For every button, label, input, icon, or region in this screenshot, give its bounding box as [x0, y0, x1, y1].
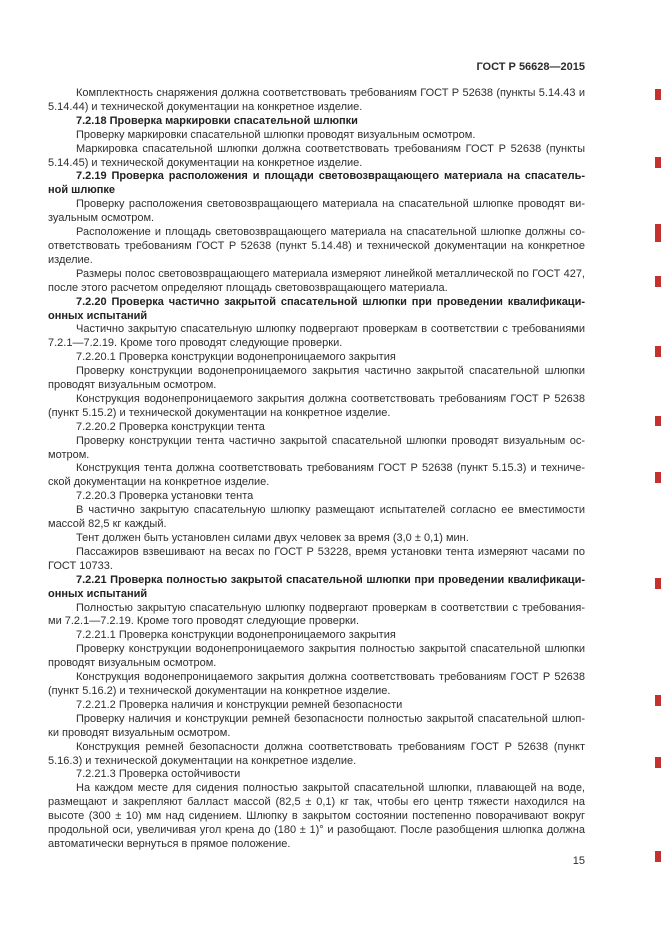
section-heading [48, 115, 585, 129]
paragraph [48, 143, 585, 171]
text-line: проводят визуальным осмотром. [48, 657, 217, 670]
document-code: ГОСТ Р 56628—2015 [476, 61, 585, 73]
paragraph [48, 741, 585, 769]
paragraph [48, 490, 585, 504]
text-line: Проверку конструкции водонепроницаемого закрытия частично закрытой спасательной шлюпки [76, 365, 585, 378]
text-line: 7.2.21.2 Проверка наличия и конструкции ремней безопасности [76, 698, 403, 711]
text-line: В частично закрытую спасательную шлюпку размещают испытателей согласно ее вместимости [76, 504, 585, 517]
scan-edge-mark [655, 346, 661, 357]
paragraph [48, 198, 585, 226]
scan-edge-mark [655, 695, 661, 706]
text-line: ской документации на конкретное изделие. [48, 476, 270, 489]
paragraph [48, 602, 585, 630]
text-line: мотром. [48, 448, 90, 461]
text-line: Конструкция ремней безопасности должна соответствовать требованиям ГОСТ Р 52638 (пункт [76, 740, 585, 753]
document-body [48, 87, 585, 852]
scan-edge-mark [655, 276, 661, 287]
paragraph [48, 323, 585, 351]
text-line: Проверку конструкции водонепроницаемого закрытия полностью закрытой спасательной шлюпки [76, 643, 585, 656]
paragraph [48, 713, 585, 741]
paragraph [48, 87, 585, 115]
text-line: (пункт 5.15.2) и технической документации на конкретное изделие. [48, 406, 391, 419]
text-line: Полностью закрытую спасательную шлюпку подвергают проверкам в соответствии с требования- [76, 601, 585, 614]
text-line: 7.2.18 Проверка маркировки спасательной шлюпки [76, 114, 358, 127]
text-line: 7.2.1—7.2.19. Кроме того проводят следующие проверки. [48, 337, 343, 350]
text-line: ми 7.2.1—7.2.19. Кроме того проводят следующие проверки. [48, 615, 360, 628]
paragraph [48, 782, 585, 852]
paragraph [48, 504, 585, 532]
scan-edge-mark [655, 757, 661, 768]
page-number: 15 [572, 855, 585, 867]
text-line: Проверку расположения световозвращающего материала на спасательной шлюпке проводят ви- [76, 198, 585, 211]
section-heading [48, 574, 585, 602]
text-line: Конструкция водонепроницаемого закрытия должна соответствовать требованиям ГОСТ Р 52638 [76, 392, 585, 405]
paragraph [48, 671, 585, 699]
scan-edge-mark [655, 157, 661, 168]
text-line: Проверку конструкции тента частично закрытой спасательной шлюпки проводят визуальным ос- [76, 434, 585, 447]
text-line: Частично закрытую спасательную шлюпку подвергают проверкам в соответствии с требованиями [76, 323, 585, 336]
text-line: 7.2.21 Проверка полностью закрытой спасательной шлюпки при проведении квалификаци- [76, 573, 585, 586]
scan-edge-mark [655, 851, 661, 862]
text-line: изделие. [48, 253, 93, 266]
text-line: 7.2.21.3 Проверка остойчивости [76, 768, 241, 781]
text-line: Конструкция тента должна соответствовать требованиям ГОСТ Р 52638 (пункт 5.15.3) и техниче- [76, 462, 585, 475]
paragraph [48, 629, 585, 643]
text-line: ГОСТ 10733. [48, 559, 113, 572]
paragraph [48, 421, 585, 435]
section-heading [48, 170, 585, 198]
text-line: проводят визуальным осмотром. [48, 379, 217, 392]
text-line: (пункт 5.16.2) и технической документации на конкретное изделие. [48, 684, 391, 697]
text-line: 7.2.20 Проверка частично закрытой спасательной шлюпки при проведении квалификаци- [76, 295, 585, 308]
text-line: высоте (300 ± 10) мм над сидением. Шлюпку в закрытом состоянии постепенно поворачивают вокруг [48, 810, 585, 823]
text-line: Расположение и площадь световозвращающего материала на спасательной шлюпке должны со- [76, 226, 585, 239]
text-line: размещают и закрепляют балласт массой (82,5 ± 0,1) кг так, чтобы его центр тяжести находился на [48, 796, 585, 809]
paragraph [48, 532, 585, 546]
text-line: 7.2.20.2 Проверка конструкции тента [76, 420, 265, 433]
text-line: автоматически вернуться в прямое положение. [48, 837, 291, 850]
text-line: онных испытаний [48, 309, 148, 322]
text-line: ной шлюпке [48, 184, 115, 197]
text-line: Маркировка спасательной шлюпки должна соответствовать требованиям ГОСТ Р 52638 (пункты [76, 142, 585, 155]
text-line: Пассажиров взвешивают на весах по ГОСТ Р 53228, время установки тента измеряют часами по [76, 545, 585, 558]
paragraph [48, 435, 585, 463]
text-line: 7.2.19 Проверка расположения и площади световозвращающего материала на спасатель- [76, 170, 585, 183]
paragraph [48, 268, 585, 296]
text-line: Проверку наличия и конструкции ремней безопасности полностью закрытой спасательной шлюп- [76, 712, 585, 725]
text-line: после этого расчетом определяют площадь световозвращающего материала. [48, 281, 448, 294]
paragraph [48, 768, 585, 782]
scan-edge-mark [655, 233, 661, 242]
text-line: На каждом месте для сидения полностью закрытой спасательной шлюпки, плавающей на воде, [76, 782, 585, 795]
scan-edge-mark [655, 89, 661, 100]
text-line: продольной оси, увеличивая угол крена до (180 ± 1)° и разобщают. После разобщения шлюпка должна [48, 824, 585, 837]
paragraph [48, 643, 585, 671]
paragraph [48, 546, 585, 574]
section-heading [48, 296, 585, 324]
text-line: зуальным осмотром. [48, 212, 155, 225]
text-line: 7.2.20.1 Проверка конструкции водонепроницаемого закрытия [76, 351, 396, 364]
paragraph [48, 351, 585, 365]
text-line: 5.14.45) и технической документации на конкретное изделие. [48, 156, 363, 169]
scan-edge-mark [655, 578, 661, 589]
text-line: 5.16.3) и технической документации на конкретное изделие. [48, 754, 357, 767]
paragraph [48, 129, 585, 143]
scan-edge-mark [655, 416, 661, 426]
scan-edge-mark [655, 472, 661, 483]
text-line: ответствовать требованиям ГОСТ Р 52638 (пункт 5.14.48) и технической документации на конкретное [48, 239, 585, 252]
text-line: онных испытаний [48, 587, 148, 600]
paragraph [48, 393, 585, 421]
text-line: 5.14.44) и технической документации на конкретное изделие. [48, 100, 363, 113]
text-line: массой 82,5 кг каждый. [48, 518, 167, 531]
paragraph [48, 365, 585, 393]
paragraph [48, 699, 585, 713]
text-line: Размеры полос световозвращающего материала измеряют линейкой металлической по ГОСТ 427, [76, 267, 585, 280]
paragraph [48, 462, 585, 490]
text-line: Проверку маркировки спасательной шлюпки проводят визуальным осмотром. [76, 128, 476, 141]
text-line: Комплектность снаряжения должна соответствовать требованиям ГОСТ Р 52638 (пункты 5.14.43 и [76, 87, 585, 99]
text-line: Тент должен быть установлен силами двух человек за время (3,0 ± 0,1) мин. [76, 532, 469, 544]
text-line: ки проводят визуальным осмотром. [48, 726, 231, 739]
paragraph [48, 226, 585, 268]
text-line: 7.2.20.3 Проверка установки тента [76, 490, 254, 503]
text-line: Конструкция водонепроницаемого закрытия должна соответствовать требованиям ГОСТ Р 52638 [76, 671, 585, 684]
text-line: 7.2.21.1 Проверка конструкции водонепроницаемого закрытия [76, 629, 396, 642]
